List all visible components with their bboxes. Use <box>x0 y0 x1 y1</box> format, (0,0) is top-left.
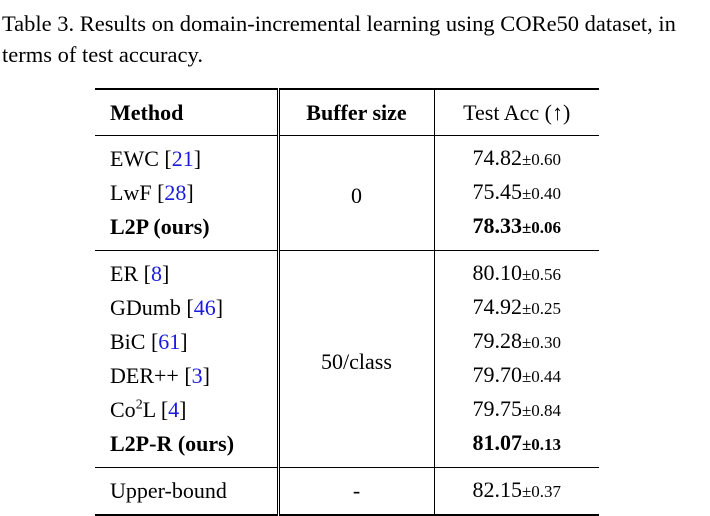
citation-link[interactable]: 8 <box>150 261 162 286</box>
header-test-acc: Test Acc (↑) <box>463 99 571 125</box>
results-table <box>95 88 599 516</box>
method-cell: BiC [61] <box>110 329 188 354</box>
acc-cell: 79.28±0.30 <box>472 328 562 353</box>
method-cell: DER++ [3] <box>110 363 210 388</box>
method-cell: ER [8] <box>110 261 170 286</box>
table-caption: Table 3. Results on domain-incremental learning using CORe50 dataset, in terms of test accuracy. <box>2 11 676 67</box>
method-cell: Upper-bound <box>110 478 227 503</box>
method-cell: L2P (ours) <box>110 214 210 239</box>
table-row <box>95 468 599 516</box>
acc-cell: 78.33±0.06 <box>472 213 562 238</box>
acc-cell: 79.70±0.44 <box>472 362 562 387</box>
group-no-buffer <box>95 136 599 251</box>
acc-cell: 74.92±0.25 <box>472 294 562 319</box>
citation-link[interactable]: 21 <box>171 146 194 171</box>
citation-link[interactable]: 3 <box>191 363 203 388</box>
method-cell: L2P-R (ours) <box>110 431 235 456</box>
citation-link[interactable]: 61 <box>158 329 181 354</box>
header-row <box>95 89 599 136</box>
acc-cell: 75.45±0.40 <box>472 179 562 204</box>
table-row <box>95 251 599 292</box>
table-row <box>95 136 599 177</box>
citation-link[interactable]: 46 <box>193 295 216 320</box>
group-buffer-50 <box>95 251 599 468</box>
citation-link[interactable]: 4 <box>168 397 180 422</box>
acc-cell: 79.75±0.84 <box>472 396 562 421</box>
header-method: Method <box>110 99 184 125</box>
buffer-cell: 0 <box>278 136 434 251</box>
header-buffer-size: Buffer size <box>278 89 434 136</box>
method-cell: EWC [21] <box>110 146 202 171</box>
buffer-cell: 50/class <box>278 251 434 468</box>
acc-cell: 80.10±0.56 <box>472 260 562 285</box>
acc-cell: 82.15±0.37 <box>472 477 562 502</box>
acc-cell: 81.07±0.13 <box>472 430 562 455</box>
buffer-cell: - <box>278 468 434 516</box>
citation-link[interactable]: 28 <box>164 180 187 205</box>
group-upper-bound <box>95 468 599 516</box>
method-cell: GDumb [46] <box>110 295 224 320</box>
method-cell: LwF [28] <box>110 180 194 205</box>
method-cell: Co$^2$L [4] <box>110 397 187 422</box>
acc-cell: 74.82±0.60 <box>472 145 562 170</box>
